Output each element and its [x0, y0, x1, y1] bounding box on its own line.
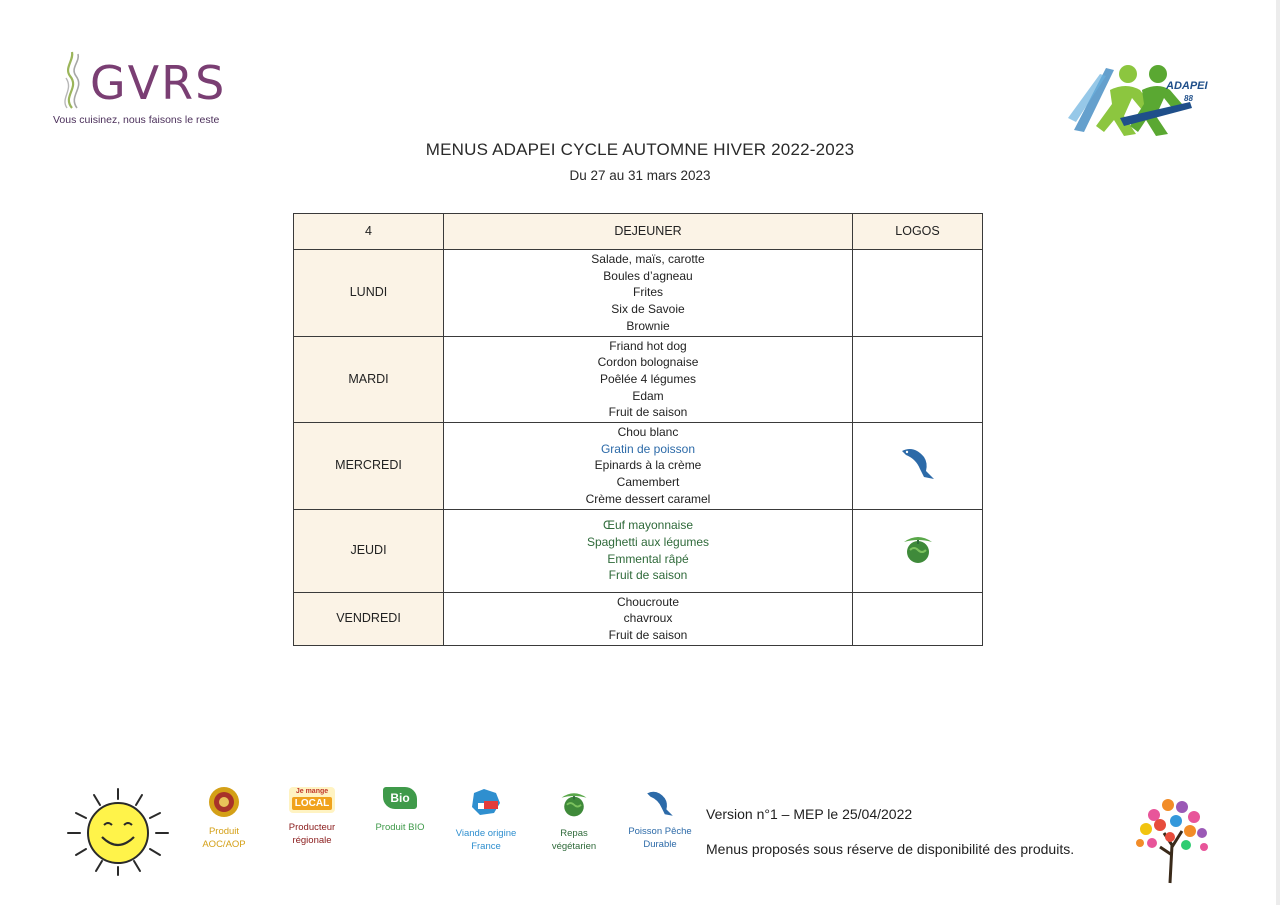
dish: Fruit de saison — [608, 405, 688, 420]
table-row — [294, 592, 983, 645]
legend-item-local — [276, 787, 348, 847]
week-number-header: 4 — [294, 214, 444, 250]
dish: Frites — [633, 285, 663, 300]
logo-cell — [853, 592, 983, 645]
gvrs-logo — [50, 50, 250, 130]
bio-leaf-icon — [383, 787, 417, 809]
dish: Salade, maïs, carotte — [591, 252, 705, 266]
lunch-header: DEJEUNER — [444, 214, 853, 250]
fish-icon — [898, 443, 938, 483]
dish-vegetarian: Œuf mayonnaise — [602, 518, 694, 533]
table-header-row — [294, 214, 983, 250]
page-edge — [1276, 0, 1280, 905]
logo-cell — [853, 336, 983, 423]
table-row — [294, 336, 983, 423]
legend-label — [192, 825, 256, 851]
dish: Poêlée 4 légumes — [599, 371, 697, 386]
logo-cell — [853, 250, 983, 337]
legend-label-line: régionale — [292, 835, 332, 846]
logo-cell — [853, 423, 983, 510]
disclaimer-text: Menus proposés sous réserve de disponibilité des produits. — [706, 841, 1075, 857]
dish: Edam — [632, 388, 664, 403]
legend-label-line: France — [471, 841, 501, 852]
adapei-code: 88 — [1184, 94, 1193, 103]
date-range: Du 27 au 31 mars 2023 — [569, 168, 711, 183]
legend-label-line: AOC/AOP — [202, 839, 246, 850]
aoc-seal-icon — [207, 785, 241, 819]
table-row — [294, 250, 983, 337]
legend-label — [276, 821, 348, 847]
day-label: MERCREDI — [294, 423, 444, 510]
local-badge-bottom: LOCAL — [292, 797, 332, 810]
legend-item-aoc — [192, 785, 256, 851]
dish: Chou blanc — [617, 425, 679, 440]
dish: Six de Savoie — [611, 302, 685, 317]
adapei-figures-icon — [1066, 60, 1216, 138]
dish: Epinards à la crème — [594, 458, 702, 473]
steam-icon — [58, 50, 88, 110]
adapei-name: ADAPEI — [1166, 80, 1208, 92]
legend-label-line: Poisson Pêche — [628, 826, 692, 837]
legend-item-bio — [364, 787, 436, 834]
legend — [0, 785, 1280, 895]
legend-label — [364, 821, 436, 834]
dish: chavroux — [623, 611, 673, 626]
sun-icon — [62, 785, 174, 879]
legend-item-france-meat — [448, 787, 524, 853]
legend-label-line: Produit BIO — [375, 822, 425, 833]
dish: Crème dessert caramel — [585, 491, 711, 506]
dish-list — [444, 423, 853, 510]
dish-vegetarian: Fruit de saison — [608, 568, 688, 583]
logo-cell — [853, 509, 983, 592]
dish: Choucroute — [616, 594, 680, 609]
legend-label-line: Repas — [560, 828, 588, 839]
day-label: JEUDI — [294, 509, 444, 592]
day-label: LUNDI — [294, 250, 444, 337]
logos-header: LOGOS — [853, 214, 983, 250]
dish: Boules d’agneau — [603, 268, 693, 283]
legend-label — [448, 827, 524, 853]
table-row — [294, 509, 983, 592]
fish-icon — [644, 787, 676, 819]
vegetarian-globe-icon — [558, 787, 590, 819]
day-label: VENDREDI — [294, 592, 444, 645]
dish: Friand hot dog — [609, 338, 687, 353]
legend-label-line: Producteur — [288, 822, 336, 833]
legend-label — [622, 825, 698, 851]
flower-tree-icon — [1124, 785, 1224, 885]
dish-list — [444, 250, 853, 337]
adapei-logo — [1066, 60, 1216, 138]
dish-fish: Gratin de poisson — [600, 441, 696, 456]
dish-vegetarian: Spaghetti aux légumes — [586, 534, 710, 549]
dish: Brownie — [626, 318, 670, 333]
bio-badge: Bio — [390, 791, 410, 805]
dish: Cordon bolognaise — [597, 355, 699, 370]
france-meat-icon — [468, 787, 504, 817]
dish-list — [444, 509, 853, 592]
dish-list — [444, 592, 853, 645]
legend-item-fish — [622, 787, 698, 851]
legend-label-line: Viande origine — [455, 828, 517, 839]
vegetarian-globe-icon — [900, 530, 936, 566]
dish: Fruit de saison — [608, 627, 688, 642]
menu-table — [293, 213, 983, 646]
legend-label — [536, 827, 612, 853]
dish-list — [444, 336, 853, 423]
page-title: MENUS ADAPEI CYCLE AUTOMNE HIVER 2022-2023 — [425, 140, 855, 159]
table-row — [294, 423, 983, 510]
legend-label-line: végétarien — [551, 841, 597, 852]
dish: Camembert — [616, 475, 680, 490]
brand-tagline: Vous cuisinez, nous faisons le reste — [53, 114, 220, 126]
local-badge-top: Je mange — [295, 788, 329, 795]
brand-name: GVRS — [90, 56, 227, 110]
legend-label-line: Produit — [208, 826, 240, 837]
legend-item-vegetarian — [536, 787, 612, 853]
legend-label-line: Durable — [643, 839, 677, 850]
dish-vegetarian: Emmental râpé — [607, 551, 689, 566]
version-text: Version n°1 – MEP le 25/04/2022 — [706, 806, 913, 822]
day-label: MARDI — [294, 336, 444, 423]
local-icon — [289, 787, 335, 813]
